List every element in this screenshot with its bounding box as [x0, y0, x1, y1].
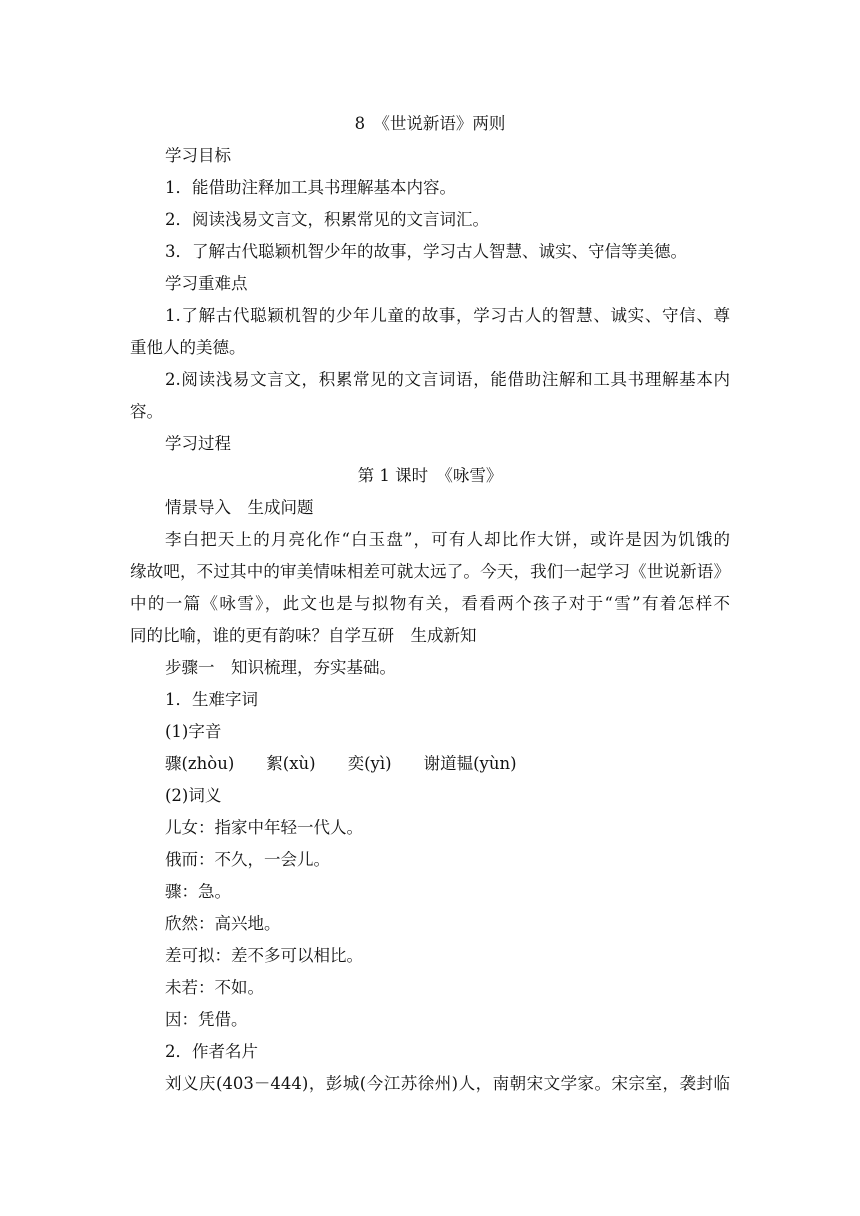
difficulty-item-2-line-1: 2.阅读浅易文言文，积累常见的文言词语，能借助注解和工具书理解基本内: [165, 370, 730, 389]
intro-paragraph-line: 中的一篇《咏雪》，此文也是与拟物有关，看看两个孩子对于“雪”有着怎样不: [130, 594, 730, 613]
pronunciation-item: 絮(xù): [266, 754, 316, 773]
meaning-item: 俄而：不久，一会儿。: [165, 850, 330, 869]
intro-paragraph-line: 缘故吧，不过其中的审美情味相差可就太远了。今天，我们一起学习《世说新语》: [130, 562, 730, 581]
goal-item: 2．阅读浅易文言文，积累常见的文言词汇。: [165, 210, 489, 229]
goal-item: 3．了解古代聪颖机智少年的故事，学习古人智慧、诚实、守信等美德。: [165, 242, 687, 261]
author-paragraph-line: 刘义庆(403－444)，彭城(今江苏徐州)人，南朝宋文学家。宋宗室，袭封临: [165, 1074, 730, 1093]
document-title: 8 《世说新语》两则: [354, 114, 506, 133]
subheading-author: 2．作者名片: [165, 1042, 258, 1061]
pronunciation-list: [165, 754, 517, 774]
pronunciation-item: 谢道韫(yùn): [423, 754, 517, 773]
meaning-item: 儿女：指家中年轻一代人。: [165, 818, 363, 837]
difficulty-item-1-line-2: 重他人的美德。: [130, 338, 246, 357]
pronunciation-item: 骤(zhòu): [165, 754, 235, 773]
meaning-item: 骤：急。: [165, 882, 231, 901]
subheading-meaning: (2)词义: [165, 786, 222, 805]
intro-paragraph-line: 同的比喻，谁的更有韵味？自学互研 生成新知: [130, 626, 477, 645]
section-heading-process: 学习过程: [165, 434, 231, 453]
difficulty-item-2-line-2: 容。: [130, 402, 163, 421]
goal-item: 1．能借助注释加工具书理解基本内容。: [165, 178, 456, 197]
section-heading-difficulties: 学习重难点: [165, 274, 248, 293]
meaning-item: 因：凭借。: [165, 1010, 248, 1029]
subheading-pronunciation: (1)字音: [165, 722, 222, 741]
intro-heading: 情景导入 生成问题: [165, 498, 314, 517]
meaning-item: 未若：不如。: [165, 978, 264, 997]
subheading-vocabulary: 1．生难字词: [165, 690, 258, 709]
step-heading: 步骤一 知识梳理，夯实基础。: [165, 658, 396, 677]
difficulty-item-1-line-1: 1.了解古代聪颖机智的少年儿童的故事，学习古人的智慧、诚实、守信、尊: [165, 306, 730, 325]
intro-paragraph-line: 李白把天上的月亮化作“白玉盘”，可有人却比作大饼，或许是因为饥饿的: [165, 530, 730, 549]
pronunciation-item: 奕(yì): [347, 754, 392, 773]
meaning-item: 欣然：高兴地。: [165, 914, 281, 933]
meaning-item: 差可拟：差不多可以相比。: [165, 946, 363, 965]
section-heading-goals: 学习目标: [165, 146, 231, 165]
lesson-heading: 第 1 课时 《咏雪》: [357, 466, 503, 485]
